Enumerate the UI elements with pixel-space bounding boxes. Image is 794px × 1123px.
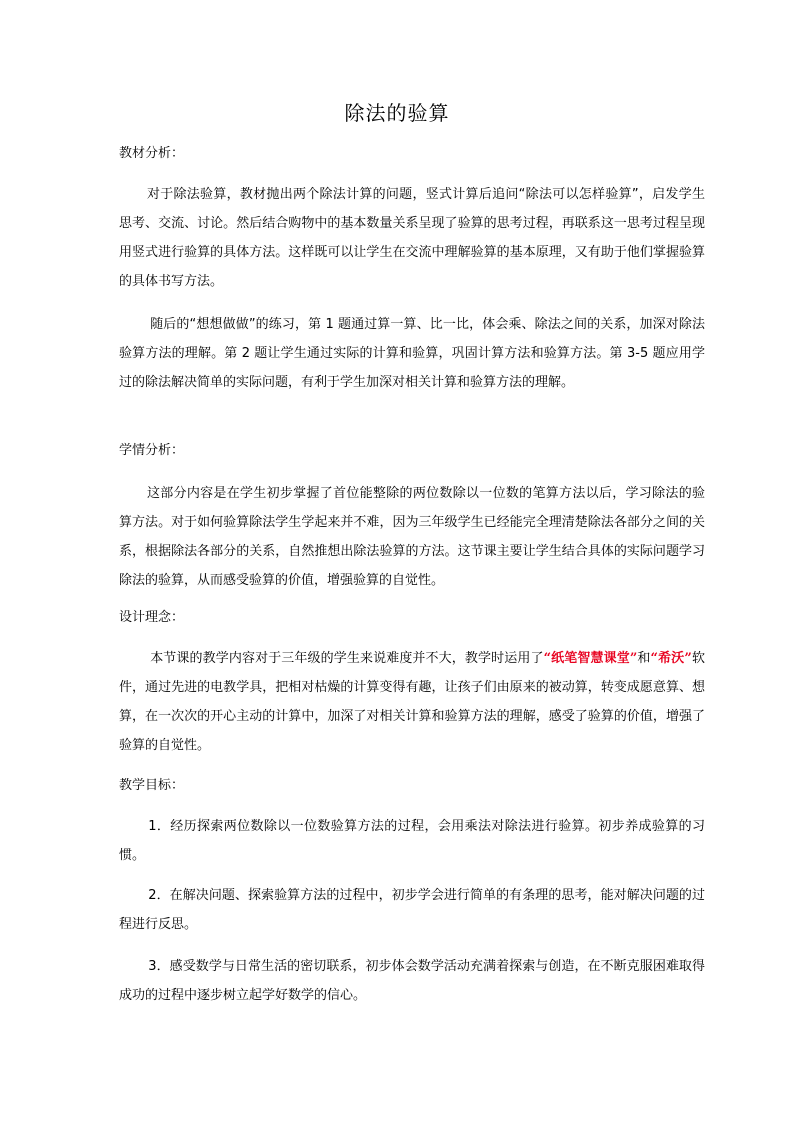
highlight-zhibi-smart-classroom: “纸笔智慧课堂” xyxy=(543,651,638,666)
heading-design-concept: 设计理念： xyxy=(119,610,185,625)
goal-item-3: 3．感受数学与日常生活的密切联系，初步体会数学活动充满着探索与创造，在不断克服困难取得成功的过程中逐步树立起学好数学的信心。 xyxy=(119,959,705,1003)
design-text-part-3: 软件，通过先进的电教学具，把相对枯燥的计算变得有趣，让孩子们由原来的被动算，转变成愿意算、想算，在一次次的开心主动的计算中，加深了对相关计算和验算方法的理解，感受了验算的价值，增强了验算的自觉性。 xyxy=(119,651,705,753)
design-text-part-1: 本节课的教学内容对于三年级的学生来说难度并不大，教学时运用了 xyxy=(150,651,544,666)
goal-item-2: 2．在解决问题、探索验算方法的过程中，初步学会进行简单的有条理的思考，能对解决问题的过程进行反思。 xyxy=(119,888,705,932)
page-title: 除法的验算 xyxy=(344,101,450,125)
student-paragraph: 这部分内容是在学生初步掌握了首位能整除的两位数除以一位数的笔算方法以后，学习除法的验算方法。对于如何验算除法学生学起来并不难，因为三年级学生已经能完全理清楚除法各部分之间的关系，根据除法各部分的关系，自然推想出除法验算的方法。这节课主要让学生结合具体的实际问题学习除法的验算，从而感受验算的价值，增强验算的自觉性。 xyxy=(119,486,705,588)
textbook-paragraph-2: 随后的“想想做做”的练习，第 1 题通过算一算、比一比，体会乘、除法之间的关系，加深对除法验算方法的理解。第 2 题让学生通过实际的计算和验算，巩固计算方法和验算方法。第 3-5 题应用学过的除法解决简单的实际问题，有利于学生加深对相关计算和验算方法的理解。 xyxy=(119,317,705,390)
heading-textbook-analysis: 教材分析： xyxy=(119,146,185,161)
highlight-seewo: “希沃” xyxy=(650,651,692,666)
textbook-paragraph-1: 对于除法验算，教材抛出两个除法计算的问题，竖式计算后追问“除法可以怎样验算”，启发学生思考、交流、讨论。然后结合购物中的基本数量关系呈现了验算的思考过程，再联系这一思考过程呈现用竖式进行验算的具体方法。这样既可以让学生在交流中理解验算的基本原理，又有助于他们掌握验算的具体书写方法。 xyxy=(119,187,705,289)
heading-student-analysis: 学情分析： xyxy=(119,443,185,458)
design-paragraph xyxy=(119,644,705,760)
heading-teaching-goals: 教学目标： xyxy=(119,778,185,793)
design-text-part-2: 和 xyxy=(637,651,651,666)
goal-item-1: 1．经历探索两位数除以一位数验算方法的过程，会用乘法对除法进行验算。初步养成验算的习惯。 xyxy=(119,819,705,863)
